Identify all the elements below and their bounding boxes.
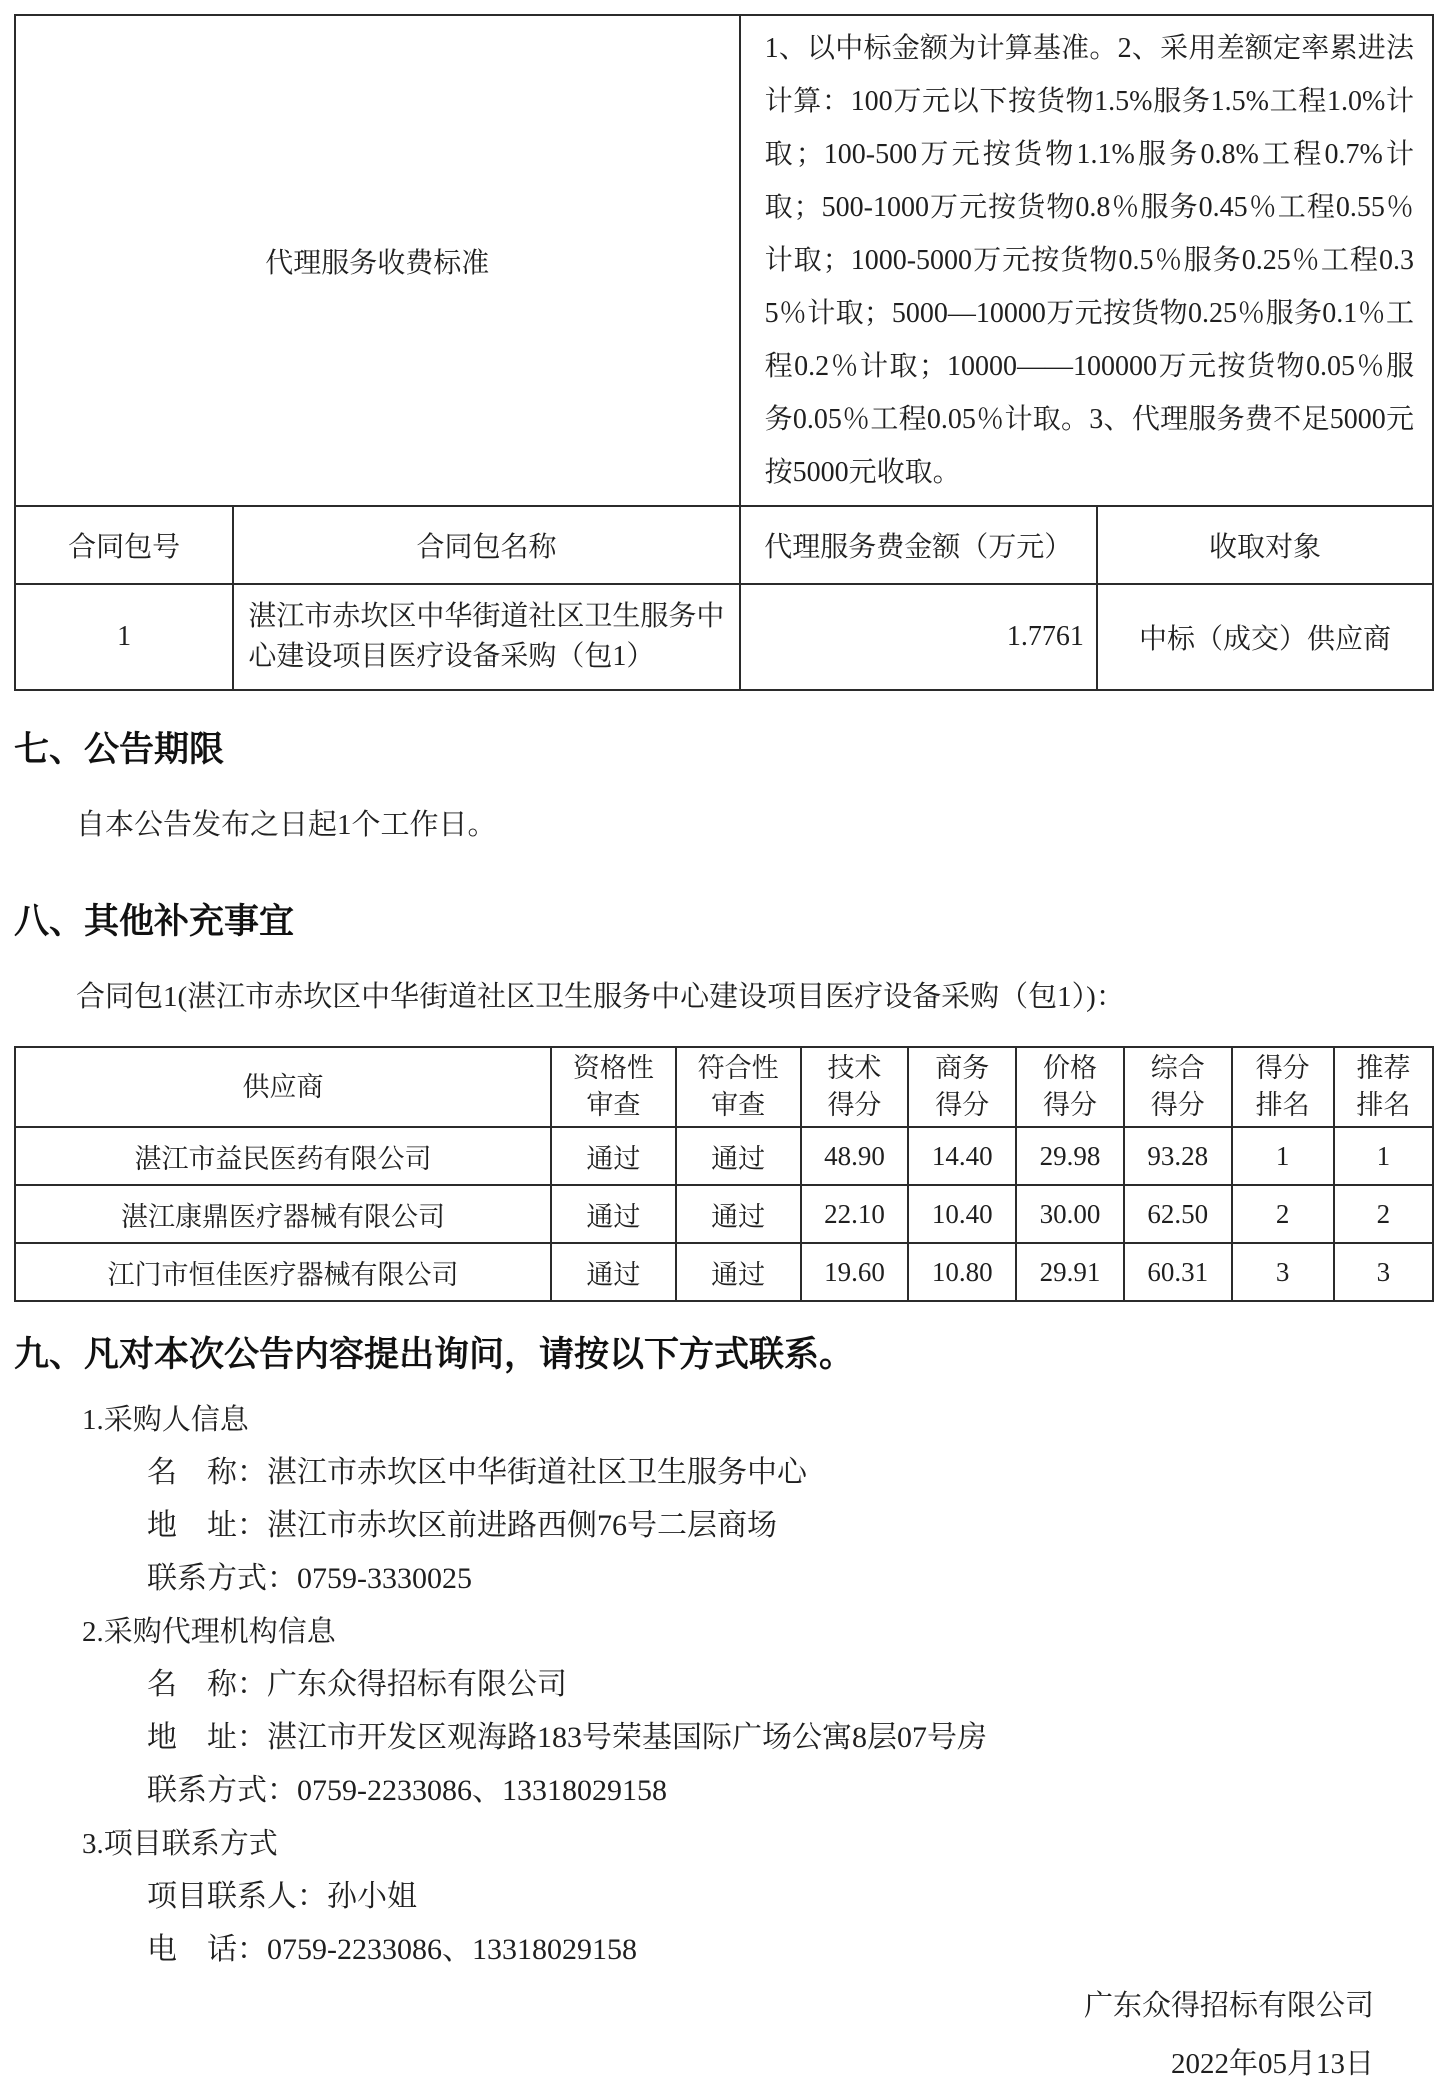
price-score: 29.98 (1016, 1127, 1124, 1185)
header-qualification-line2: 审查 (586, 1090, 641, 1120)
project-contact-person: 项目联系人：孙小姐 (147, 1880, 417, 1913)
section7-heading: 七、公告期限 (14, 730, 225, 769)
project-contact-phone: 电 话：0759-2233086、13318029158 (147, 1933, 637, 1966)
fee-standard-description-cell (740, 15, 1433, 506)
score-rank: 2 (1232, 1185, 1334, 1243)
agency-address: 地 址：湛江市开发区观海路183号荣基国际广场公寓8层07号房 (147, 1721, 987, 1754)
technical-score: 19.60 (801, 1243, 909, 1301)
business-score: 14.40 (908, 1127, 1016, 1185)
conformity-result: 通过 (676, 1185, 801, 1243)
fee-standard-table (14, 14, 1434, 691)
business-score: 10.80 (908, 1243, 1016, 1301)
project-contact-heading: 3.项目联系方式 (82, 1828, 278, 1860)
header-supplier (15, 1047, 551, 1127)
fee-standard-row (15, 15, 1433, 506)
qualification-result: 通过 (551, 1185, 676, 1243)
signature-block (14, 1988, 1434, 2082)
comprehensive-score: 93.28 (1124, 1127, 1232, 1185)
header-comprehensive-line2: 得分 (1150, 1090, 1205, 1120)
signature-company: 广东众得招标有限公司 (1083, 1990, 1374, 2022)
header-qualification-line1: 资格性 (572, 1053, 654, 1083)
header-qualification-review (551, 1047, 676, 1127)
header-charge-target: 收取对象 (1097, 506, 1433, 584)
header-comprehensive-score (1124, 1047, 1232, 1127)
package-table-header-row (15, 506, 1433, 584)
header-price-line1: 价格 (1042, 1053, 1097, 1083)
supplier-score-table (14, 1046, 1434, 1302)
header-technical-line2: 得分 (827, 1090, 882, 1120)
header-fee-amount: 代理服务费金额（万元） (740, 506, 1097, 584)
package-name-value: 湛江市赤坎区中华街道社区卫生服务中心建设项目医疗设备采购（包1） (233, 584, 739, 690)
contact-info-block (14, 1402, 1434, 1968)
score-rank: 1 (1232, 1127, 1334, 1185)
qualification-result: 通过 (551, 1243, 676, 1301)
header-recommend-rank (1334, 1047, 1433, 1127)
supplier-name: 湛江康鼎医疗器械有限公司 (15, 1185, 551, 1243)
purchaser-name: 名 称：湛江市赤坎区中华街道社区卫生服务中心 (147, 1456, 807, 1489)
conformity-result: 通过 (676, 1127, 801, 1185)
recommend-rank: 1 (1334, 1127, 1433, 1185)
price-score: 30.00 (1016, 1185, 1124, 1243)
signature-date: 2022年05月13日 (1170, 2048, 1374, 2080)
header-score-rank (1232, 1047, 1334, 1127)
header-comprehensive-line1: 综合 (1150, 1053, 1205, 1083)
purchaser-address: 地 址：湛江市赤坎区前进路西侧76号二层商场 (147, 1509, 777, 1542)
header-price-line2: 得分 (1042, 1090, 1097, 1120)
fee-standard-description: 1、以中标金额为计算基准。2、采用差额定率累进法计算：100万元以下按货物1.5%服务1.5%工程1.0%计取；100-500万元按货物1.1%服务0.8%工程0.7%计取；500-1000万元按货物0.8％服务0.45％工程0.55％计取；1000-5000万元按货物0.5％服务0.25％工程0.35％计取；5000—10000万元按货物0.25％服务0.1％工程0.2％计取；10000——100000万元按货物0.05％服务0.05％工程0.05％计取。3、代理服务费不足5000元按5000元收取。 (764, 33, 1414, 488)
comprehensive-score: 62.50 (1124, 1185, 1232, 1243)
header-score-rank-line1: 得分 (1255, 1053, 1310, 1083)
technical-score: 22.10 (801, 1185, 909, 1243)
recommend-rank: 2 (1334, 1185, 1433, 1243)
header-technical-score (801, 1047, 909, 1127)
price-score: 29.91 (1016, 1243, 1124, 1301)
header-recommend-rank-line2: 排名 (1356, 1090, 1411, 1120)
header-technical-line1: 技术 (827, 1053, 882, 1083)
fee-standard-label: 代理服务收费标准 (15, 15, 740, 506)
charge-target-value: 中标（成交）供应商 (1097, 584, 1433, 690)
supplier-name: 江门市恒佳医疗器械有限公司 (15, 1243, 551, 1301)
agency-contact: 联系方式：0759-2233086、13318029158 (147, 1774, 667, 1807)
supplier-name: 湛江市益民医药有限公司 (15, 1127, 551, 1185)
header-price-score (1016, 1047, 1124, 1127)
package-table-data-row (15, 584, 1433, 690)
header-conformity-line1: 符合性 (697, 1053, 779, 1083)
agency-name: 名 称：广东众得招标有限公司 (147, 1668, 567, 1701)
conformity-result: 通过 (676, 1243, 801, 1301)
score-rank: 3 (1232, 1243, 1334, 1301)
technical-score: 48.90 (801, 1127, 909, 1185)
recommend-rank: 3 (1334, 1243, 1433, 1301)
section8-body: 合同包1(湛江市赤坎区中华街道社区卫生服务中心建设项目医疗设备采购（包1）)： (76, 981, 1125, 1013)
header-supplier-line1: 供应商 (242, 1071, 324, 1102)
supplier-row-2 (15, 1185, 1433, 1243)
comprehensive-score: 60.31 (1124, 1243, 1232, 1301)
fee-amount-value: 1.7761 (740, 584, 1097, 690)
header-package-no: 合同包号 (15, 506, 233, 584)
package-no-value: 1 (15, 584, 233, 690)
supplier-row-3 (15, 1243, 1433, 1301)
purchaser-info-heading: 1.采购人信息 (82, 1404, 249, 1436)
header-score-rank-line2: 排名 (1255, 1090, 1310, 1120)
section7-body: 自本公告发布之日起1个工作日。 (76, 809, 497, 841)
purchaser-contact: 联系方式：0759-3330025 (147, 1562, 472, 1595)
supplier-table-header-row (15, 1047, 1433, 1127)
header-business-score (908, 1047, 1016, 1127)
header-business-line2: 得分 (935, 1090, 990, 1120)
section9-heading: 九、凡对本次公告内容提出询问，请按以下方式联系。 (14, 1335, 855, 1374)
header-conformity-review (676, 1047, 801, 1127)
supplier-row-1 (15, 1127, 1433, 1185)
header-conformity-line2: 审查 (711, 1090, 766, 1120)
header-package-name: 合同包名称 (233, 506, 739, 584)
business-score: 10.40 (908, 1185, 1016, 1243)
header-business-line1: 商务 (935, 1053, 990, 1083)
header-recommend-rank-line1: 推荐 (1356, 1053, 1411, 1083)
section8-heading: 八、其他补充事宜 (14, 902, 295, 941)
qualification-result: 通过 (551, 1127, 676, 1185)
agency-info-heading: 2.采购代理机构信息 (82, 1616, 336, 1648)
